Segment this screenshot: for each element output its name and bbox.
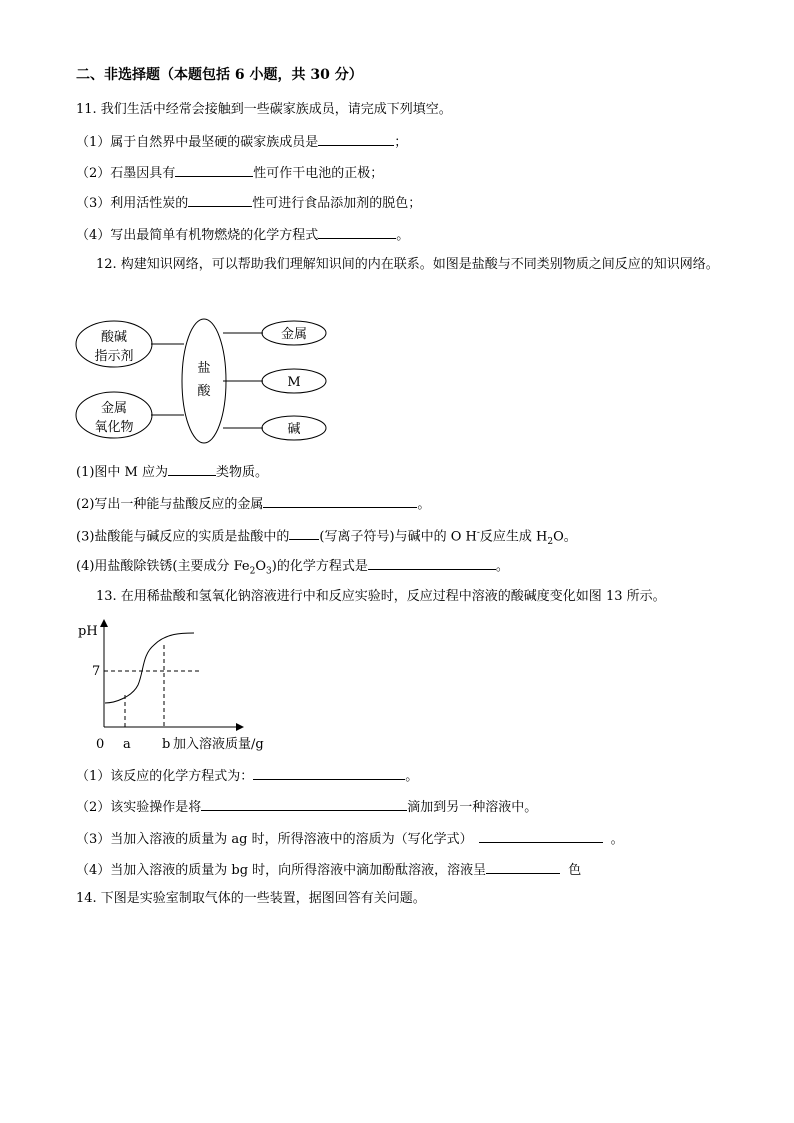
q11-part2-tail: 性可作干电池的正极； [253, 166, 384, 181]
hydrochloric-acid-node [182, 319, 226, 443]
q12-knowledge-diagram [70, 315, 370, 455]
q12-part3-mid2: 反应生成 H [479, 529, 548, 545]
q13-answer-blank-4[interactable] [486, 860, 560, 874]
q13-part3-tail: 。 [610, 832, 624, 847]
q12-stem: 12. 构建知识网络，可以帮助我们理解知识间的内在联系。如图是盐酸与不同类别物质之间反应的知识网络。 [96, 257, 719, 272]
q13-part3-text: （3）当加入溶液的质量为 ag 时，所得溶液中的溶质为（写化学式） [76, 832, 473, 847]
q12-part1 [76, 462, 268, 482]
y-axis-label: pH [78, 624, 98, 639]
diagram-label: M [287, 375, 301, 390]
diagram-label: 氧化物 [94, 420, 134, 435]
q13-part1-tail: 。 [405, 769, 419, 784]
q12-part1-tail: 类物质。 [216, 465, 269, 480]
diagram-label: 酸碱 [100, 330, 128, 345]
q13-stem: 13. 在用稀盐酸和氢氧化钠溶液进行中和反应实验时，反应过程中溶液的酸碱度变化如图 13 所示。 [96, 589, 666, 604]
q12-answer-blank-1[interactable] [168, 462, 216, 476]
q12-part1-text: (1)图中 M 应为 [76, 465, 168, 480]
q11-part2-text: （2）石墨因具有 [76, 166, 176, 181]
q11-answer-blank-1[interactable] [318, 132, 394, 146]
q13-ph-chart [70, 615, 300, 755]
q12-part3-sub: 2 [547, 536, 554, 547]
q12-part3 [76, 524, 577, 551]
section-title: 二、非选择题（本题包括 6 小题，共 30 分） [76, 67, 363, 83]
q13-part4-text: （4）当加入溶液的质量为 bg 时，向所得溶液中滴加酚酞溶液，溶液呈 [76, 863, 487, 878]
y-tick-7: 7 [92, 664, 101, 679]
x-tick-a: a [123, 737, 131, 752]
q11-part1 [76, 132, 407, 152]
q13-part1-text: （1）该反应的化学方程式为： [76, 769, 254, 784]
q12-part4-sub2: 3 [266, 566, 272, 577]
q12-part4-mid: O [255, 559, 267, 574]
q13-part2 [76, 797, 537, 817]
q12-part2-text: (2)写出一种能与盐酸反应的金属 [76, 497, 264, 512]
q11-part3-text: （3）利用活性炭的 [76, 196, 189, 211]
q12-part2 [76, 494, 430, 514]
diagram-label: 指示剂 [94, 349, 134, 364]
q12-part4-sub1: 2 [249, 566, 256, 577]
q11-part4-tail: 。 [396, 228, 410, 243]
q12-part4-tail: 。 [495, 559, 509, 574]
q12-part3-sup: - [476, 528, 480, 538]
q12-answer-blank-4[interactable] [368, 556, 496, 570]
q12-part3-text: (3)盐酸能与碱反应的实质是盐酸中的 [76, 529, 290, 545]
diagram-label: 酸 [197, 384, 211, 399]
q13-part2-text: （2）该实验操作是将 [76, 800, 202, 815]
q11-part1-text: （1）属于自然界中最坚硬的碳家族成员是 [76, 135, 319, 150]
q12-answer-blank-3[interactable] [289, 526, 319, 540]
q11-part1-tail: ； [394, 135, 408, 150]
diagram-label: 盐 [197, 361, 211, 376]
q12-part2-tail: 。 [417, 497, 431, 512]
diagram-label: 金属 [280, 327, 308, 342]
diagram-label: 金属 [100, 401, 128, 416]
q12-part3-tail: O。 [553, 529, 577, 545]
q13-part4 [76, 860, 581, 880]
q13-part3 [76, 829, 624, 849]
origin-label: 0 [96, 737, 105, 752]
q13-part4-tail: 色 [568, 863, 582, 878]
q13-answer-blank-2[interactable] [201, 797, 407, 811]
ph-curve [105, 633, 194, 703]
q11-part2 [76, 163, 383, 183]
q11-answer-blank-3[interactable] [188, 193, 252, 207]
q12-part4 [76, 556, 509, 581]
q13-part2-tail: 滴加到另一种溶液中。 [407, 800, 538, 815]
q13-part1 [76, 766, 418, 786]
q13-answer-blank-3[interactable] [479, 829, 603, 843]
diagram-label: 碱 [287, 422, 301, 437]
x-axis-label: 加入溶液质量/g [173, 737, 264, 752]
q12-part4-text2: )的化学方程式是 [271, 559, 368, 574]
q11-part3-tail: 性可进行食品添加剂的脱色； [252, 196, 422, 211]
q11-part4-text: （4）写出最简单有机物燃烧的化学方程式 [76, 228, 319, 243]
q11-part3 [76, 193, 421, 213]
q11-answer-blank-2[interactable] [175, 163, 253, 177]
q12-answer-blank-2[interactable] [263, 494, 417, 508]
q12-part3-mid: (写离子符号)与碱中的 O H [319, 529, 477, 545]
q11-stem: 11. 我们生活中经常会接触到一些碳家族成员，请完成下列填空。 [76, 102, 452, 117]
q13-answer-blank-1[interactable] [253, 766, 405, 780]
q12-part4-text: (4)用盐酸除铁锈(主要成分 Fe [76, 559, 250, 574]
q11-part4 [76, 225, 409, 245]
q11-answer-blank-4[interactable] [318, 225, 396, 239]
q14-stem: 14. 下图是实验室制取气体的一些装置，据图回答有关问题。 [76, 891, 426, 906]
x-tick-b: b [162, 737, 171, 752]
